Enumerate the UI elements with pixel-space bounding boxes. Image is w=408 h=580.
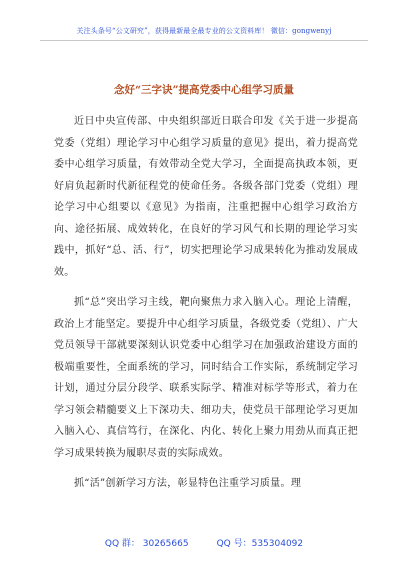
- footer-qq-group: QQ 群： 30265665: [104, 539, 189, 549]
- body-paragraph-3: 抓“活”创新学习方法，彰显特色注重学习质量。理: [74, 478, 302, 489]
- page-footer: [0, 536, 408, 549]
- document-body: [54, 111, 358, 504]
- body-paragraph-2: 抓“总”突出学习主线，靶向聚焦力求入脑入心。理论上清醒，政治上才能坚定。要提升中心组学习质量，各级党委（党组）、广大党员领导干部就要深刻认识党委中心组学习在加强政治建设方面的极端重要性，全面系统的学习，同时结合工作实际，系统制定学习计划，通过分层分段学、联系实际学、精准对标学等形式，着力在学习领会精髓要义上下深功夫、细功夫，使党员干部理论学习更加入脑入心、真信笃行，在深化、内化、转化上聚力用劲从而真正把学习成果转换为履职尽责的实际成效。: [54, 297, 358, 459]
- page-header-banner: 关注头条号“公文研究”，获得最新最全最专业的公文资料库！ 微信：gongwenyj: [76, 27, 332, 35]
- footer-qq-number: QQ 号：535304092: [216, 539, 304, 549]
- header-divider: [40, 40, 368, 41]
- document-title: 念好“三字诀”提高党委中心组学习质量: [113, 84, 295, 96]
- body-paragraph-1: 近日中央宣传部、中央组织部近日联合印发《关于进一步提高党委（党组）理论学习中心组学习质量的意见》提出，着力提高党委中心组学习质量，有效带动全党大学习，全面提高执政本领，更好肩负起新时代新征程党的使命任务。各级各部门党委（党组）理论学习中心组要以《意见》为指南，注重把握中心组学习政治方向、途径拓展、成效转化，在良好的学习风气和长期的理论学习实践中，抓好“总、活、行”，切实把理论学习成果转化为推动发展成效。: [54, 116, 358, 278]
